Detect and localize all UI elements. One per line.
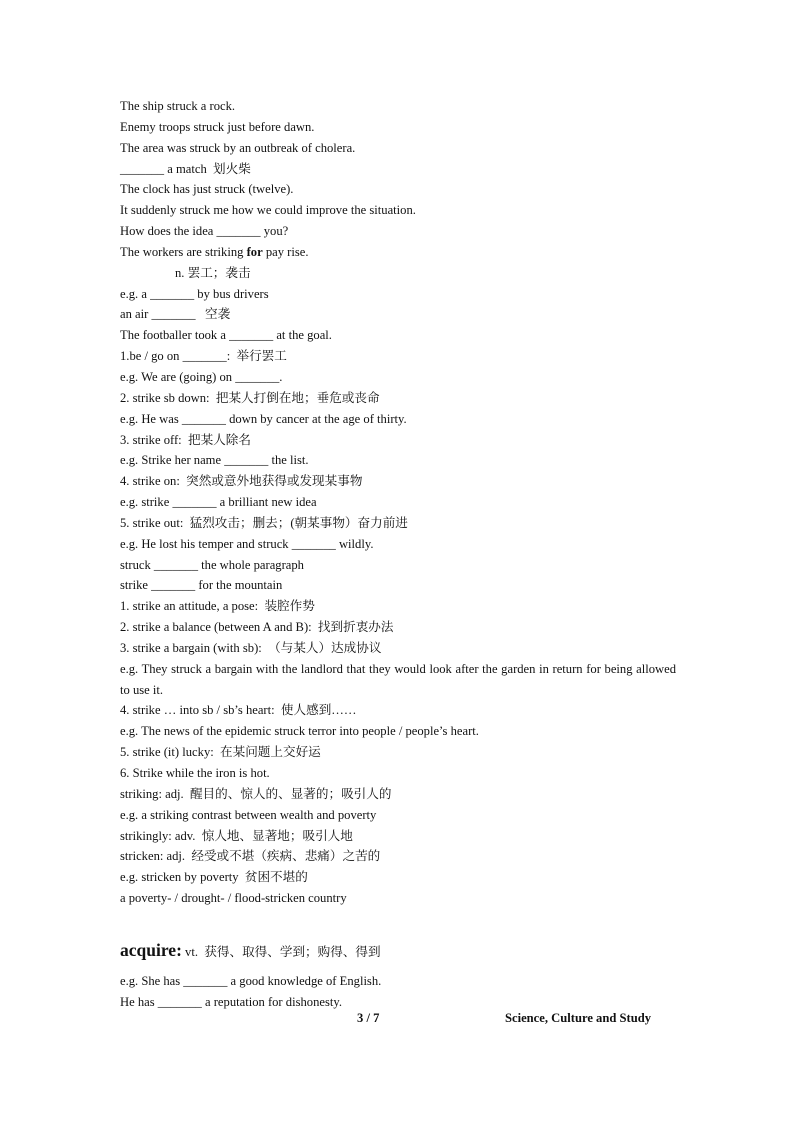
example-paragraph: e.g. They struck a bargain with the landlord that they would look after the garden in return for being allowed to use it. (120, 661, 676, 697)
text-line: 3. strike off: 把某人除名 (120, 432, 251, 447)
text-line: striking: adj. 醒目的、惊人的、显著的；吸引人的 (120, 786, 392, 801)
page-footer (0, 1011, 794, 1031)
headword-definition: vt. 获得、取得、学到；购得、得到 (181, 944, 381, 959)
text-line: a poverty- / drought- / flood-stricken country (120, 891, 347, 906)
text-line: 2. strike a balance (between A and B): 找到折衷办法 (120, 620, 394, 635)
noun-label: n. 罢工；袭击 (175, 265, 251, 280)
sentence-end: pay rise. (262, 244, 309, 259)
text-line: e.g. He was _______ down by cancer at the age of thirty. (120, 411, 407, 426)
text-line: e.g. a _______ by bus drivers (120, 286, 269, 301)
text-line: The ship struck a rock. (120, 99, 236, 113)
text-line: 2. strike sb down: 把某人打倒在地；垂危或丧命 (120, 390, 380, 405)
text-line: 1.be / go on _______: 举行罢工 (120, 349, 287, 364)
headword: acquire: (120, 939, 182, 960)
text-line: e.g. He lost his temper and struck _______ wildly. (120, 536, 374, 551)
text-line: e.g. Strike her name _______ the list. (120, 453, 309, 468)
footer-title: Science, Culture and Study (505, 1011, 652, 1025)
text-line: The footballer took a _______ at the goal. (120, 328, 332, 343)
text-line: struck _______ the whole paragraph (120, 557, 304, 572)
text-line: _______ a match 划火柴 (120, 161, 251, 176)
text-line: He has _______ a reputation for dishonesty. (120, 994, 342, 1009)
text-line: Enemy troops struck just before dawn. (120, 119, 315, 134)
text-line: e.g. The news of the epidemic struck terror into people / people’s heart. (120, 724, 479, 739)
text-line: 4. strike … into sb / sb’s heart: 使人感到…… (120, 703, 357, 718)
text-line: The clock has just struck (twelve). (120, 182, 294, 197)
text-line: It suddenly struck me how we could improve the situation. (120, 203, 416, 218)
text-line: 5. strike (it) lucky: 在某问题上交好运 (120, 745, 321, 760)
text-line: e.g. strike _______ a brilliant new idea (120, 495, 317, 510)
text-line: strike _______ for the mountain (120, 578, 283, 593)
text-line: e.g. a striking contrast between wealth and poverty (120, 807, 377, 822)
text-line: an air _______ 空袭 (120, 307, 231, 322)
bold-word: for (246, 244, 263, 259)
text-line: 6. Strike while the iron is hot. (120, 766, 270, 780)
page-content (120, 96, 676, 1013)
text-line: strikingly: adv. 惊人地、显著地；吸引人地 (120, 828, 353, 843)
text-line: e.g. She has _______ a good knowledge of English. (120, 973, 382, 988)
page-number: 3 / 7 (357, 1011, 380, 1025)
text-line: The area was struck by an outbreak of cholera. (120, 140, 356, 155)
text-line: e.g. We are (going) on _______. (120, 369, 283, 384)
text-line: stricken: adj. 经受或不堪（疾病、悲痛）之苦的 (120, 849, 381, 864)
sentence-start: The workers are striking (120, 244, 247, 259)
text-line: 3. strike a bargain (with sb): （与某人）达成协议 (120, 640, 382, 655)
text-line: 5. strike out: 猛烈攻击；删去；(朝某事物）奋力前进 (120, 515, 408, 530)
text-line: How does the idea _______ you? (120, 224, 289, 239)
text-line (120, 242, 676, 263)
text-line: e.g. stricken by poverty 贫困不堪的 (120, 870, 308, 885)
text-line: 4. strike on: 突然或意外地获得或发现某事物 (120, 474, 363, 489)
acquire-heading (120, 937, 676, 965)
text-line: 1. strike an attitude, a pose: 装腔作势 (120, 599, 315, 614)
